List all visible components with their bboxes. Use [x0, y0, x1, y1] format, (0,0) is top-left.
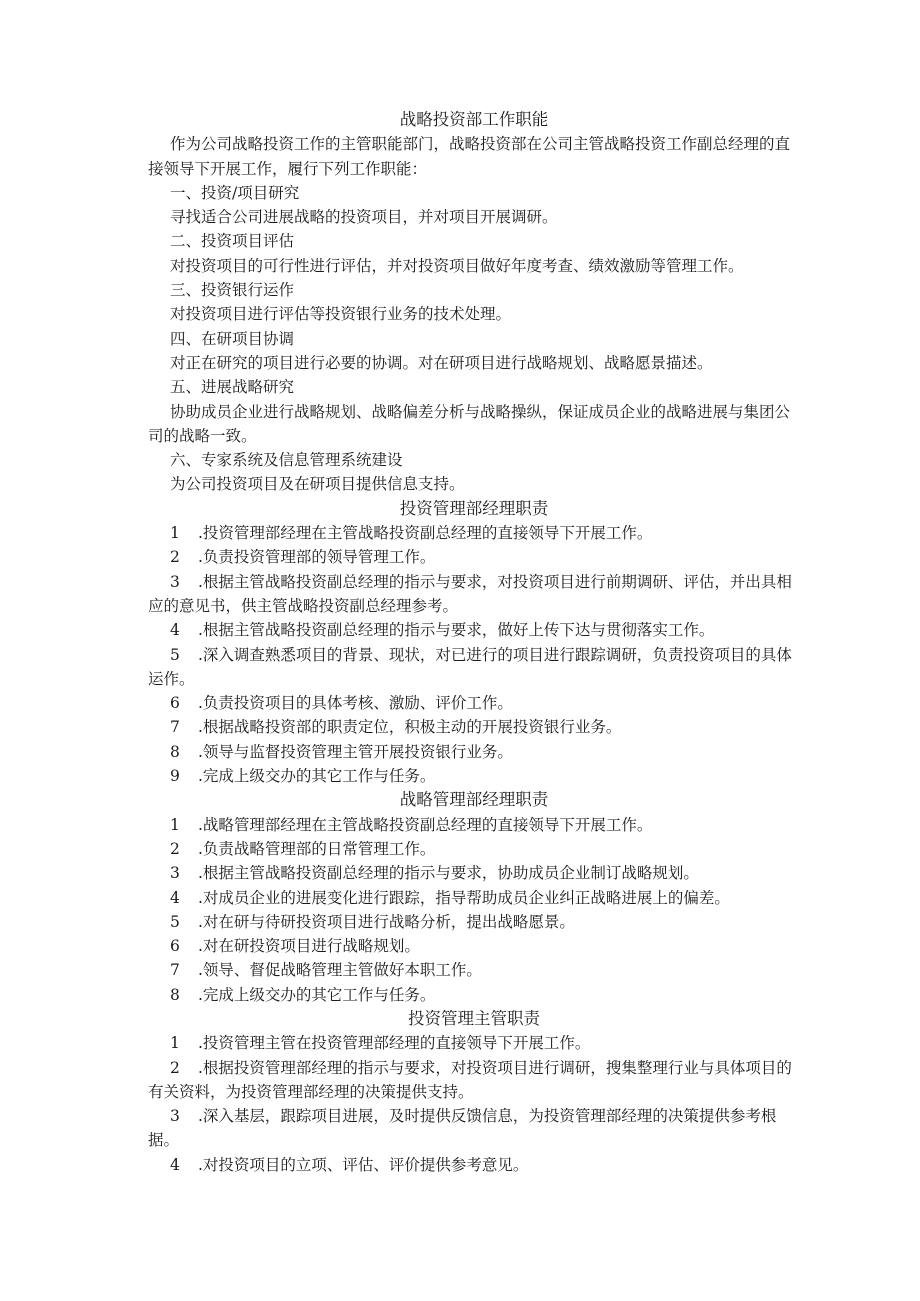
section1-text-1: 寻找适合公司进展战略的投资项目，并对项目开展调研。	[170, 208, 558, 227]
item-number: 4	[170, 1155, 180, 1174]
section1-title: 战略投资部工作职能	[399, 110, 549, 129]
item-text: .根据投资管理部经理的指示与要求，对投资项目进行调研，搜集整理行业与具体项目的有关资料，为投资管理部经理的决策提供支持。	[148, 1058, 792, 1101]
section3-item	[148, 958, 800, 982]
section1-text-6: 为公司投资项目及在研项目提供信息支持。	[170, 475, 465, 494]
item-text: .完成上级交办的其它工作与任务。	[198, 767, 436, 786]
section4-item	[148, 1056, 800, 1105]
item-number: 5	[170, 912, 180, 931]
item-text: .对成员企业的进展变化进行跟踪，指导帮助成员企业纠正战略进展上的偏差。	[198, 888, 730, 907]
item-number: 3	[170, 864, 180, 883]
section2-title: 投资管理部经理职责	[399, 498, 549, 518]
section2-item	[148, 545, 800, 569]
item-number: 2	[170, 839, 180, 858]
item-text: .投资管理主管在投资管理部经理的直接领导下开展工作。	[198, 1034, 591, 1053]
section3-item	[148, 934, 800, 958]
section1-heading-2: 二、投资项目评估	[170, 232, 295, 251]
item-number: 6	[170, 694, 180, 713]
section1-text-4: 对正在研究的项目进行必要的协调。对在研项目进行战略规划、战略愿景描述。	[170, 353, 713, 372]
section1-intro: 作为公司战略投资工作的主管职能部门，战略投资部在公司主管战略投资工作副总经理的直接领导下开展工作，履行下列工作职能：	[148, 135, 791, 178]
item-text: .根据主管战略投资副总经理的指示与要求，对投资项目进行前期调研、评估，并出具相应的意见书，供主管战略投资副总经理参考。	[148, 572, 792, 615]
item-number: 7	[170, 961, 180, 980]
item-number: 4	[170, 888, 180, 907]
item-number: 9	[170, 767, 180, 786]
section1-heading-5: 五、进展战略研究	[170, 378, 295, 397]
item-number: 1	[170, 1034, 180, 1053]
item-number: 7	[170, 718, 180, 737]
section1-text-2: 对投资项目的可行性进行评估，并对投资项目做好年度考查、绩效激励等管理工作。	[170, 256, 744, 275]
item-text: .领导、督促战略管理主管做好本职工作。	[198, 961, 482, 980]
section1-heading-1: 一、投资/项目研究	[170, 183, 300, 202]
section2-item	[148, 715, 800, 739]
item-text: .负责投资项目的具体考核、激励、评价工作。	[198, 694, 513, 713]
item-number: 1	[170, 524, 180, 543]
section3-item	[148, 837, 800, 861]
item-text: .投资管理部经理在主管战略投资副总经理的直接领导下开展工作。	[198, 524, 653, 543]
section3-item	[148, 886, 800, 910]
item-text: .深入调查熟悉项目的背景、现状，对已进行的项目进行跟踪调研，负责投资项目的具体运作。	[148, 645, 792, 688]
item-number: 8	[170, 985, 180, 1004]
section3-item	[148, 910, 800, 934]
section1-heading-6: 六、专家系统及信息管理系统建设	[170, 451, 403, 470]
item-number: 4	[170, 621, 180, 640]
section4-title: 投资管理主管职责	[408, 1008, 540, 1028]
section2-item	[148, 521, 800, 545]
item-number: 8	[170, 742, 180, 761]
item-text: .根据主管战略投资副总经理的指示与要求，协助成员企业制订战略规划。	[198, 864, 699, 883]
section3-item	[148, 861, 800, 885]
section3-item	[148, 813, 800, 837]
item-text: .对在研投资项目进行战略规划。	[198, 937, 420, 956]
item-text: .根据战略投资部的职责定位，积极主动的开展投资银行业务。	[198, 718, 622, 737]
section2-item	[148, 643, 800, 692]
section1-heading-3: 三、投资银行运作	[170, 281, 295, 300]
item-text: .战略管理部经理在主管战略投资副总经理的直接领导下开展工作。	[198, 815, 653, 834]
item-number: 3	[170, 572, 180, 591]
section3-item	[148, 983, 800, 1007]
item-text: .深入基层，跟踪项目进展，及时提供反馈信息，为投资管理部经理的决策提供参考根据。	[148, 1107, 777, 1150]
item-text: .对投资项目的立项、评估、评价提供参考意见。	[198, 1155, 529, 1174]
item-text: .根据主管战略投资副总经理的指示与要求，做好上传下达与贯彻落实工作。	[198, 621, 715, 640]
item-text: .负责战略管理部的日常管理工作。	[198, 839, 436, 858]
section4-item	[148, 1031, 800, 1055]
section4-item	[148, 1104, 800, 1153]
section2-item	[148, 740, 800, 764]
item-text: .负责投资管理部的领导管理工作。	[198, 548, 436, 567]
item-text: .领导与监督投资管理主管开展投资银行业务。	[198, 742, 513, 761]
item-number: 5	[170, 645, 180, 664]
item-number: 1	[170, 815, 180, 834]
item-number: 3	[170, 1107, 180, 1126]
section2-item	[148, 570, 800, 619]
section1-text-3: 对投资项目进行评估等投资银行业务的技术处理。	[170, 305, 512, 324]
item-number: 2	[170, 548, 180, 567]
section1-text-5: 协助成员企业进行战略规划、战略偏差分析与战略操纵，保证成员企业的战略进展与集团公司的战略一致。	[148, 402, 791, 445]
item-text: .对在研与待研投资项目进行战略分析，提出战略愿景。	[198, 912, 575, 931]
item-number: 2	[170, 1058, 180, 1077]
item-text: .完成上级交办的其它工作与任务。	[198, 985, 436, 1004]
section2-item	[148, 618, 800, 642]
section3-title: 战略管理部经理职责	[399, 790, 549, 810]
section1-heading-4: 四、在研项目协调	[170, 329, 295, 348]
item-number: 6	[170, 937, 180, 956]
section2-item	[148, 691, 800, 715]
section4-item	[148, 1153, 800, 1177]
section2-item	[148, 764, 800, 788]
